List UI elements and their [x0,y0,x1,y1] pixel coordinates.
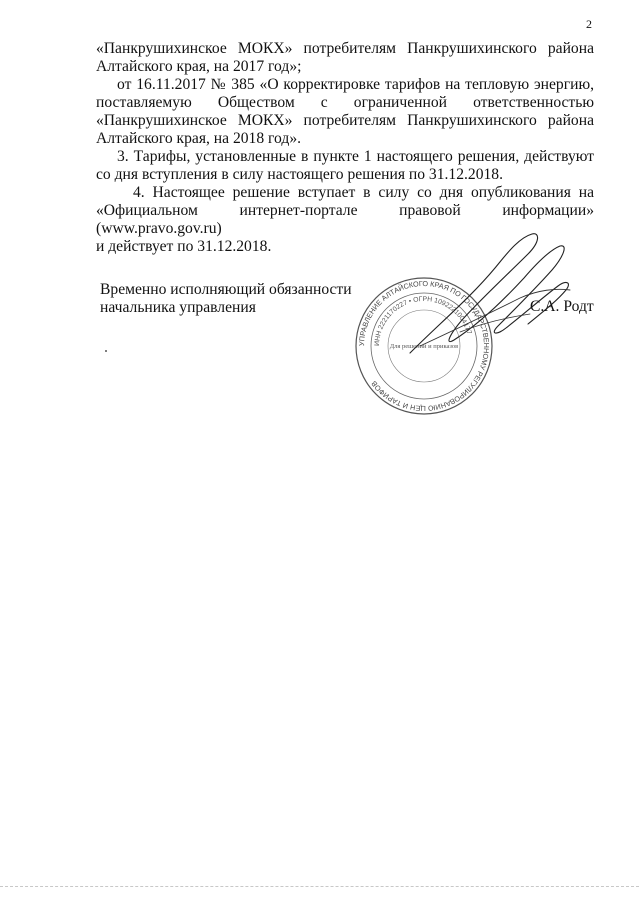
text-line: Алтайского края, на 2017 год»; [96,58,302,75]
seal-inner-text: ИНН 2221170227 • ОГРН 1092221004177 [373,295,473,347]
text-line: от 16.11.2017 № 385 «О корректировке тарифов на тепловую энергию, [117,76,594,93]
text-line: поставляемую Обществом с ограниченной ответственностью [96,94,594,111]
paragraph-continuation [96,40,594,76]
seal-center-text: Для решений и приказов [389,343,459,350]
paragraph-decision-reference [96,76,594,148]
page-number: 2 [586,17,592,31]
seal-outer-text: УПРАВЛЕНИЕ АЛТАЙСКОГО КРАЯ ПО ГОСУДАРСТВЕННОМУ РЕГУЛИРОВАНИЮ ЦЕН И ТАРИФОВ [356,278,492,414]
text-line: «Официальном интернет-портале правовой информации» (www.pravo.gov.ru) [96,202,594,237]
text-line: 4. Настоящее решение вступает в силу со дня опубликования на [133,184,594,201]
scan-bottom-edge [0,886,639,887]
signatory-title-line: Временно исполняющий обязанности [100,281,352,298]
text-line: 3. Тарифы, установленные в пункте 1 настоящего решения, действуют [117,148,594,165]
text-line: «Панкрушихинское МОКХ» потребителям Панкрушихинского района [96,40,594,57]
signatory-name: С.А. Родт [530,298,594,315]
signatory-title-line: начальника управления [100,299,256,316]
paragraph-item-3 [96,148,594,184]
text-line: и действует по 31.12.2018. [96,238,272,255]
text-line: «Панкрушихинское МОКХ» потребителям Панкрушихинского района [96,112,594,129]
scan-speck [105,350,107,352]
text-line: со дня вступления в силу настоящего решения по 31.12.2018. [96,166,503,183]
signatory-title [100,281,352,317]
document-body [96,40,594,256]
text-line: Алтайского края, на 2018 год». [96,130,302,147]
